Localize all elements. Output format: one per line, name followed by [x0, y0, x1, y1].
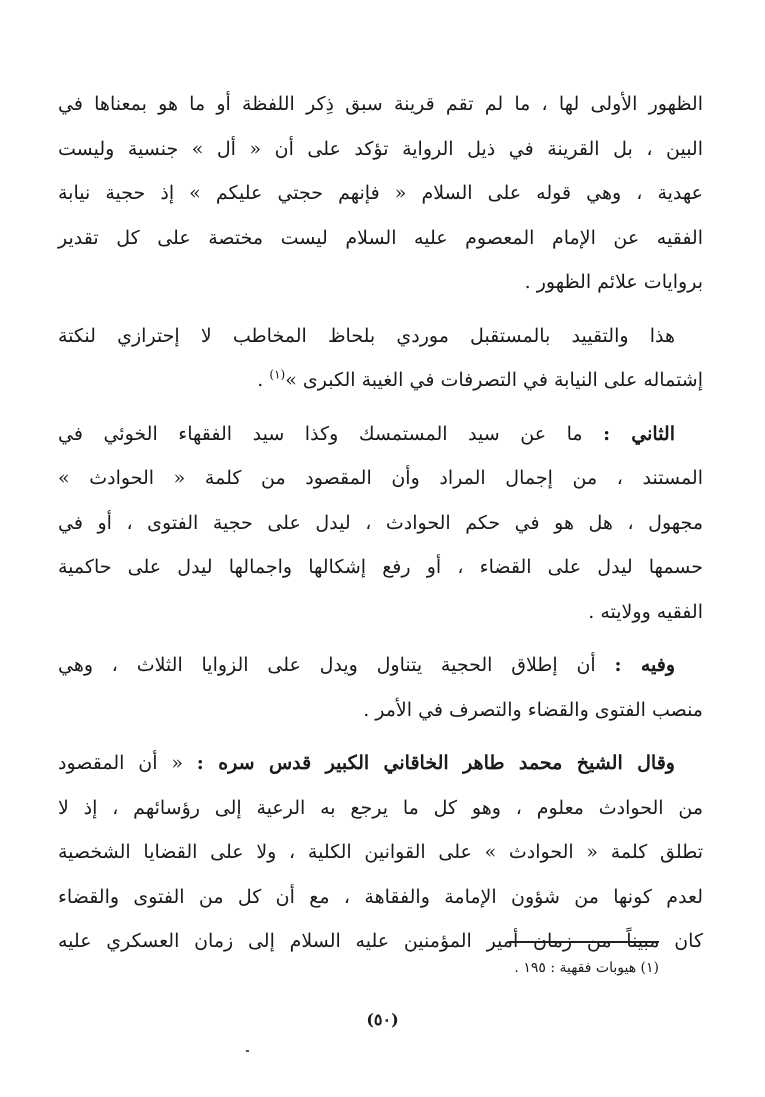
text-line: هذا والتقييد بالمستقبل موردي بلحاظ المخاطب لا إحترازي لنكتة: [58, 324, 675, 347]
scan-speck: [246, 1050, 249, 1052]
text-line: منصب الفتوى والقضاء والتصرف في الأمر .: [363, 698, 703, 721]
text-line: [58, 358, 703, 403]
sentence-end: .: [257, 369, 270, 391]
text-line-content: « أن المقصود: [58, 752, 197, 774]
page-body: [58, 82, 703, 973]
text-line: الفقيه وولايته .: [588, 600, 703, 623]
paragraph-3: [58, 412, 703, 635]
paragraph-lead: وفيه :: [614, 654, 675, 676]
text-line-content: إشتماله على النيابة في التصرفات في الغيبة الكبرى »: [285, 369, 703, 391]
paragraph-1: [58, 82, 703, 305]
text-line-content: ما عن سيد المستمسك وكذا سيد الفقهاء الخوئي في: [58, 422, 604, 445]
footnote: (١) هيوبات فقهية : ١٩٥ .: [514, 960, 659, 976]
text-line: [58, 643, 703, 688]
text-line: المستند ، من إجمال المراد وأن المقصود من كلمة « الحوادث »: [58, 467, 703, 489]
page-number: (٥٠): [366, 1010, 399, 1029]
paragraph-4: [58, 643, 703, 732]
footnote-divider: [509, 941, 659, 943]
text-line: البين ، بل القرينة في ذيل الرواية تؤكد على أن « أل » جنسية وليست: [58, 137, 703, 160]
text-line: الظهور الأولى لها ، ما لم تقم قرينة سبق ذِكر اللفظة أو ما هو بمعناها في: [58, 93, 703, 115]
text-line: عهدية ، وهي قوله على السلام « فإنهم حجتي عليكم » إذ حجية نيابة: [58, 182, 703, 204]
text-line: بروايات علائم الظهور .: [524, 271, 703, 293]
text-line: من الحوادث معلوم ، وهو كل ما يرجع به الرعية إلى رؤسائهم ، إذ لا: [58, 796, 703, 819]
text-line: مجهول ، هل هو في حكم الحوادث ، ليدل على حجية الفتوى ، أو في: [58, 511, 703, 534]
paragraph-2: [58, 314, 703, 403]
text-line: لعدم كونها من شؤون الإمامة والفقاهة ، مع أن كل من الفتوى والقضاء: [58, 885, 703, 908]
paragraph-5: [58, 741, 703, 964]
text-line: [58, 741, 703, 786]
paragraph-lead: وقال الشيخ محمد طاهر الخاقاني الكبير قدس سره :: [196, 752, 675, 774]
text-line: حسمها ليدل على القضاء ، أو رفع إشكالها واجمالها ليدل على حاكمية: [58, 556, 703, 578]
text-line: الفقيه عن الإمام المعصوم عليه السلام ليست مختصة على كل تقدير: [58, 226, 703, 249]
text-line: [58, 412, 703, 457]
footnote-reference: (١): [269, 367, 286, 382]
text-line: كان مبيناً من زمان أمير المؤمنين عليه السلام إلى زمان العسكري عليه: [58, 930, 703, 952]
text-line: تطلق كلمة « الحوادث » على القوانين الكلية ، ولا على القضايا الشخصية: [58, 841, 703, 863]
paragraph-lead: الثاني :: [603, 422, 675, 445]
text-line-content: أن إطلاق الحجية يتناول ويدل على الزوايا الثلاث ، وهي: [58, 654, 615, 676]
